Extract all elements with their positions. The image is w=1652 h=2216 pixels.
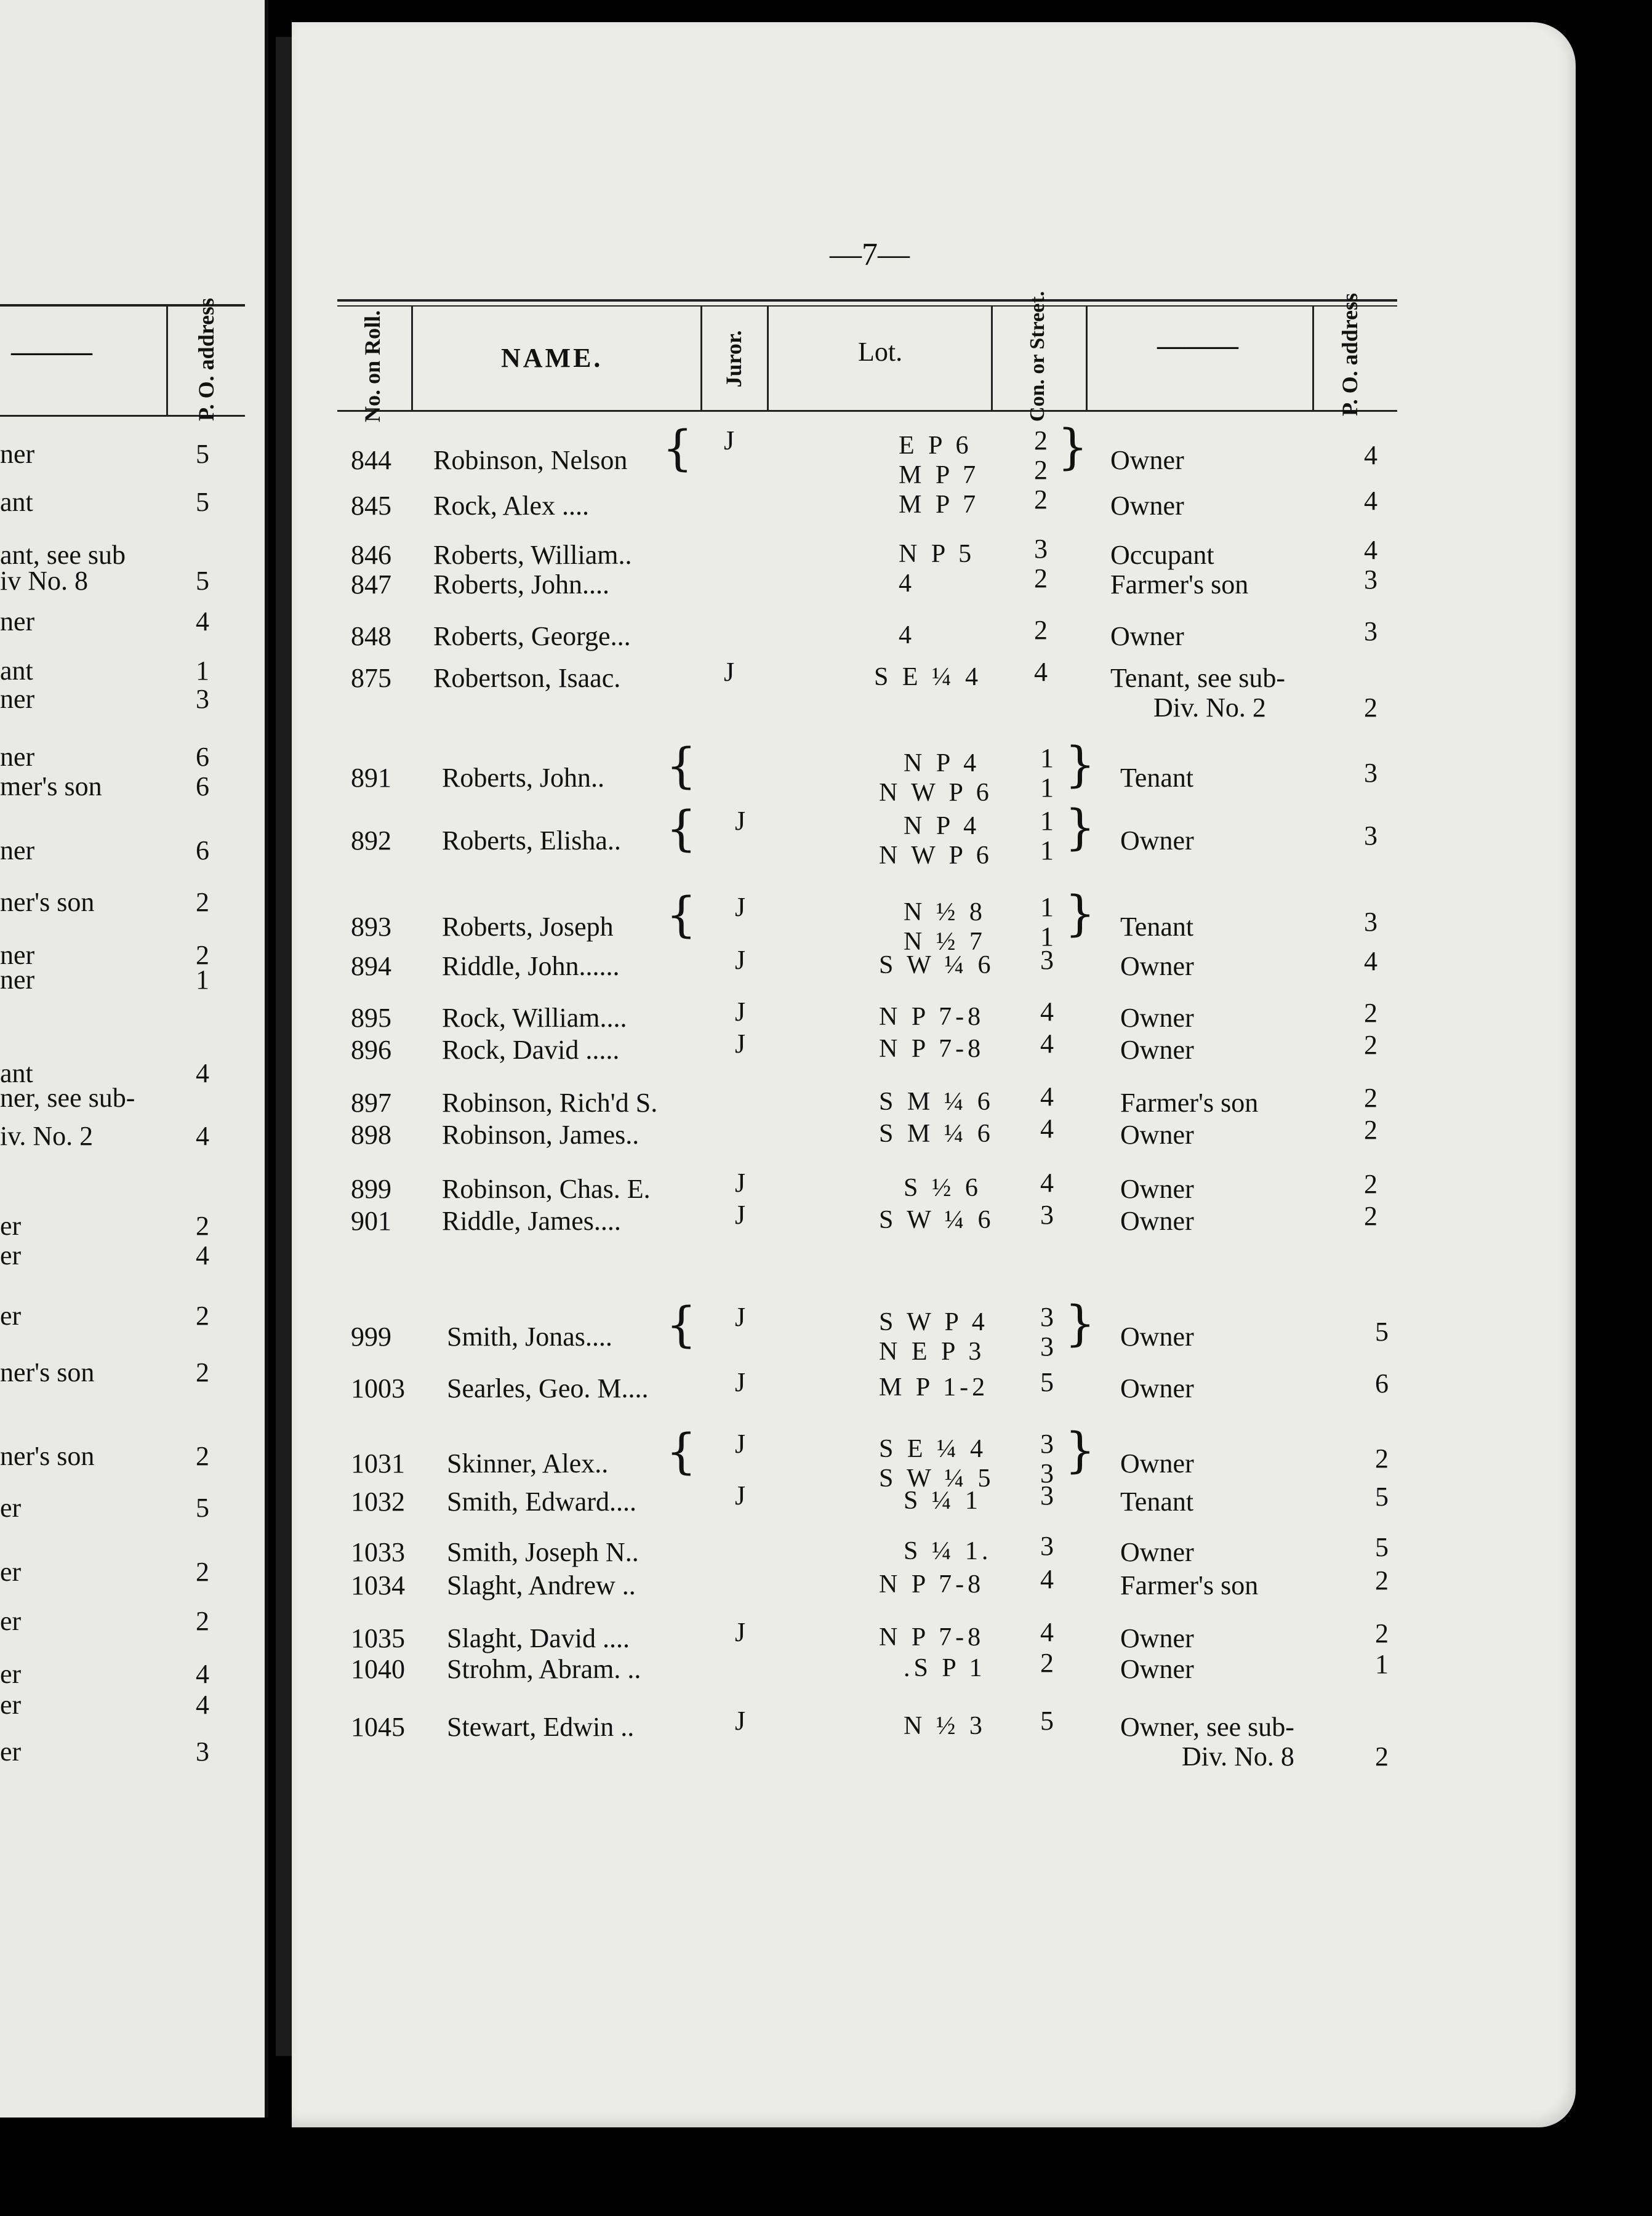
con-brace: } [1065, 800, 1096, 856]
left-po: 3 [196, 1736, 209, 1767]
po-value: 4 [1364, 440, 1377, 470]
po-value: 3 [1364, 616, 1377, 646]
name-brace: { [666, 1424, 697, 1480]
con-value: 2 [1034, 615, 1048, 645]
con-value: 4 [1034, 657, 1048, 687]
left-po: 6 [196, 771, 209, 801]
left-po: 2 [196, 1606, 209, 1636]
status-value: Owner [1120, 1448, 1194, 1479]
con-value: 4 [1040, 1082, 1054, 1112]
left-po: 2 [196, 887, 209, 917]
left-po: 5 [196, 487, 209, 517]
name-brace: { [666, 888, 697, 943]
status-value: Occupant [1110, 540, 1214, 570]
juror-mark: J [735, 997, 746, 1027]
roll-number: 895 [351, 1003, 391, 1033]
roll-number: 899 [351, 1174, 391, 1204]
left-page-fragment [0, 0, 268, 2118]
left-status: ner [0, 606, 35, 636]
left-po: 3 [196, 684, 209, 714]
lot-value: M P 7 [899, 461, 980, 489]
owner-name: Slaght, Andrew .. [447, 1570, 636, 1600]
juror-mark: J [735, 1480, 746, 1511]
left-status: er [0, 1659, 22, 1689]
juror-mark: J [735, 1029, 746, 1059]
left-po: 1 [196, 965, 209, 995]
roll-number: 848 [351, 621, 391, 651]
left-status: ner [0, 940, 35, 970]
con-value: 2 [1034, 455, 1048, 485]
owner-name: Roberts, Joseph [442, 912, 614, 942]
col-sep [700, 307, 702, 410]
con-value: 2 [1040, 1648, 1054, 1678]
po-value: 2 [1364, 692, 1377, 723]
po-value: 2 [1375, 1618, 1389, 1648]
header-top-rule [337, 299, 1397, 302]
header-bottom-rule [337, 410, 1397, 412]
lot-value: 4 [899, 621, 915, 649]
lot-value: N P 5 [899, 540, 976, 568]
header-top-rule-2 [337, 305, 1397, 307]
roll-number: 1033 [351, 1537, 405, 1567]
roll-number: 896 [351, 1035, 391, 1065]
po-value: 1 [1375, 1649, 1389, 1679]
lot-value: N P 7-8 [879, 1003, 985, 1031]
lot-value: N ½ 7 [904, 928, 986, 956]
owner-name: Riddle, John...... [442, 951, 620, 981]
left-status: ner's son [0, 887, 95, 917]
owner-name: Robinson, Nelson [433, 445, 628, 475]
juror-mark: J [724, 425, 735, 456]
status-value: Owner [1120, 825, 1194, 856]
left-status: ner, see sub- [0, 1083, 135, 1113]
juror-mark: J [735, 1200, 746, 1230]
lot-value: N P 7-8 [879, 1035, 985, 1063]
con-brace: } [1065, 886, 1096, 942]
left-header-blank: ——— [11, 337, 92, 367]
roll-number: 999 [351, 1322, 391, 1352]
po-value: 2 [1375, 1443, 1389, 1474]
name-brace: { [666, 739, 697, 794]
po-value: 2 [1364, 1201, 1377, 1231]
owner-name: Roberts, William.. [433, 540, 632, 570]
juror-mark: J [735, 1617, 746, 1647]
left-status: ner [0, 835, 35, 865]
roll-number: 844 [351, 445, 391, 475]
left-po: 2 [196, 1301, 209, 1331]
left-po: 5 [196, 566, 209, 596]
con-value: 3 [1040, 1531, 1054, 1561]
owner-name: Searles, Geo. M.... [447, 1373, 649, 1403]
status-value: Farmer's son [1120, 1088, 1259, 1118]
left-po: 6 [196, 742, 209, 772]
con-value: 3 [1040, 1302, 1054, 1332]
po-value: 2 [1364, 1169, 1377, 1199]
header-lot: Lot. [858, 337, 903, 367]
lot-value: S W ¼ 6 [879, 1206, 995, 1234]
status-value: Owner [1120, 1174, 1194, 1204]
lot-value: N P 7-8 [879, 1570, 985, 1599]
owner-name: Rock, William.... [442, 1003, 627, 1033]
po-value: 3 [1364, 564, 1377, 595]
status-value: Owner [1120, 1654, 1194, 1684]
left-status: ant, see sub [0, 540, 126, 570]
con-value: 4 [1040, 1168, 1054, 1198]
owner-name: Robinson, Chas. E. [442, 1174, 651, 1204]
left-status: ant [0, 487, 33, 517]
con-brace: } [1065, 1423, 1096, 1479]
con-value: 4 [1040, 997, 1054, 1027]
po-value: 2 [1375, 1741, 1389, 1772]
juror-mark: J [735, 1367, 746, 1397]
roll-number: 1034 [351, 1570, 405, 1600]
lot-value: S ¼ 1 [904, 1487, 982, 1515]
lot-value: N ½ 8 [904, 898, 986, 926]
roll-number: 893 [351, 912, 391, 942]
con-value: 2 [1034, 484, 1048, 515]
lot-value: S M ¼ 6 [879, 1088, 994, 1116]
name-brace: { [662, 421, 693, 476]
owner-name: Rock, David ..... [442, 1035, 620, 1065]
owner-name: Roberts, John.. [442, 763, 604, 793]
owner-name: Smith, Edward.... [447, 1487, 636, 1517]
left-status: er [0, 1493, 22, 1523]
con-value: 3 [1040, 1429, 1054, 1459]
con-value: 5 [1040, 1367, 1054, 1397]
left-status: ant [0, 1058, 33, 1088]
lot-value: M P 1-2 [879, 1373, 989, 1402]
roll-number: 1031 [351, 1448, 405, 1479]
status-value: Owner [1110, 621, 1184, 651]
po-value: 2 [1375, 1565, 1389, 1596]
juror-mark: J [735, 892, 746, 922]
left-status: ner [0, 742, 35, 772]
lot-value: N ½ 3 [904, 1712, 986, 1740]
header-con: Con. or Street. [1026, 291, 1049, 422]
po-value: 4 [1364, 946, 1377, 976]
con-value: 5 [1040, 1706, 1054, 1736]
left-status: er [0, 1211, 22, 1241]
left-status: ner [0, 965, 35, 995]
status-value-cont: Div. No. 8 [1182, 1741, 1294, 1772]
roll-number: 897 [351, 1088, 391, 1118]
con-brace: } [1065, 1296, 1096, 1352]
status-value: Tenant [1120, 763, 1194, 793]
con-value: 3 [1040, 945, 1054, 975]
col-sep [991, 307, 993, 410]
roll-number: 846 [351, 540, 391, 570]
owner-name: Roberts, Elisha.. [442, 825, 621, 856]
lot-value: N W P 6 [879, 779, 993, 807]
header-blank: ——— [1157, 331, 1238, 361]
left-status: mer's son [0, 771, 102, 801]
juror-mark: J [735, 1168, 746, 1198]
status-value: Owner [1120, 1120, 1194, 1150]
left-po: 2 [196, 1357, 209, 1387]
con-value: 3 [1034, 534, 1048, 564]
page-number: —7— [830, 237, 910, 272]
owner-name: Robertson, Isaac. [433, 663, 621, 693]
status-value: Farmer's son [1120, 1570, 1259, 1600]
con-value: 2 [1034, 425, 1048, 456]
left-po: 2 [196, 1211, 209, 1241]
roll-number: 875 [351, 663, 391, 693]
lot-value: S ½ 6 [904, 1174, 982, 1202]
status-value: Owner [1120, 1003, 1194, 1033]
owner-name: Skinner, Alex.. [447, 1448, 609, 1479]
left-po: 2 [196, 1557, 209, 1587]
lot-value: S W P 4 [879, 1308, 988, 1336]
left-status: iv. No. 2 [0, 1121, 94, 1151]
right-page [292, 22, 1576, 2127]
left-po: 5 [196, 439, 209, 469]
juror-mark: J [735, 806, 746, 836]
left-header-po: P. O. address [194, 297, 219, 421]
po-value: 5 [1375, 1482, 1389, 1512]
con-value: 1 [1040, 806, 1054, 836]
status-value: Owner [1120, 1623, 1194, 1653]
lot-value: N E P 3 [879, 1338, 985, 1366]
left-po: 1 [196, 656, 209, 686]
left-po: 4 [196, 1121, 209, 1151]
col-sep [1086, 307, 1088, 410]
owner-name: Roberts, John.... [433, 569, 609, 600]
left-po: 4 [196, 1240, 209, 1271]
owner-name: Robinson, James.. [442, 1120, 640, 1150]
lot-value: S W ¼ 6 [879, 951, 995, 979]
roll-number: 892 [351, 825, 391, 856]
con-value: 1 [1040, 892, 1054, 922]
po-value: 5 [1375, 1532, 1389, 1562]
left-status: er [0, 1557, 22, 1587]
left-status: er [0, 1240, 22, 1271]
status-value-cont: Div. No. 2 [1153, 692, 1266, 723]
owner-name: Stewart, Edwin .. [447, 1712, 635, 1742]
status-value: Owner [1120, 1035, 1194, 1065]
left-po: 4 [196, 1690, 209, 1720]
left-po: 2 [196, 1441, 209, 1471]
left-col-sep [166, 307, 168, 415]
roll-number: 1040 [351, 1654, 405, 1684]
left-status: er [0, 1606, 22, 1636]
po-value: 5 [1375, 1317, 1389, 1347]
roll-number: 1003 [351, 1373, 405, 1403]
status-value: Owner [1120, 1206, 1194, 1236]
roll-number: 891 [351, 763, 391, 793]
left-po: 5 [196, 1493, 209, 1523]
left-status: ner's son [0, 1441, 95, 1471]
owner-name: Strohm, Abram. .. [447, 1654, 641, 1684]
roll-number: 901 [351, 1206, 391, 1236]
po-value: 2 [1364, 1030, 1377, 1060]
lot-value: S E ¼ 4 [874, 663, 982, 691]
status-value: Owner [1120, 1373, 1194, 1403]
left-status: ner [0, 684, 35, 714]
status-value: Owner [1120, 1537, 1194, 1567]
con-value: 1 [1040, 921, 1054, 952]
roll-number: 1035 [351, 1623, 405, 1653]
lot-value: N P 4 [904, 749, 980, 777]
con-value: 4 [1040, 1564, 1054, 1594]
roll-number: 847 [351, 569, 391, 600]
roll-number: 1032 [351, 1487, 405, 1517]
col-sep [1312, 307, 1314, 410]
juror-mark: J [735, 1302, 746, 1332]
left-po: 6 [196, 835, 209, 865]
con-value: 2 [1034, 563, 1048, 593]
po-value: 2 [1364, 998, 1377, 1028]
status-value: Owner [1110, 491, 1184, 521]
con-brace: } [1057, 420, 1088, 475]
po-value: 3 [1364, 758, 1377, 788]
po-value: 2 [1364, 1115, 1377, 1145]
owner-name: Slaght, David .... [447, 1623, 630, 1653]
con-value: 4 [1040, 1114, 1054, 1144]
col-sep [767, 307, 769, 410]
juror-mark: J [735, 1706, 746, 1736]
status-value: Owner [1120, 951, 1194, 981]
con-value: 1 [1040, 743, 1054, 773]
owner-name: Riddle, James.... [442, 1206, 621, 1236]
left-status: iv No. 8 [0, 566, 88, 596]
left-status: ant [0, 656, 33, 686]
owner-name: Smith, Jonas.... [447, 1322, 612, 1352]
owner-name: Rock, Alex .... [433, 491, 589, 521]
con-value: 4 [1040, 1029, 1054, 1059]
lot-value: S M ¼ 6 [879, 1120, 994, 1148]
status-value: Farmer's son [1110, 569, 1249, 600]
po-value: 3 [1364, 907, 1377, 937]
header-name: NAME. [501, 343, 603, 373]
roll-number: 894 [351, 951, 391, 981]
lot-value: S E ¼ 4 [879, 1435, 987, 1463]
owner-name: Robinson, Rich'd S. [442, 1088, 658, 1118]
lot-value: N P 7-8 [879, 1623, 985, 1652]
status-value: Owner [1110, 445, 1184, 475]
status-value: Tenant, see sub- [1110, 663, 1286, 693]
po-value: 3 [1364, 821, 1377, 851]
po-value: 4 [1364, 486, 1377, 516]
name-brace: { [666, 801, 697, 857]
header-juror: Juror. [721, 330, 746, 388]
con-brace: } [1065, 737, 1096, 793]
lot-value: S ¼ 1. [904, 1537, 992, 1565]
lot-value: .S P 1 [904, 1654, 986, 1682]
left-status: er [0, 1736, 22, 1767]
status-value: Tenant [1120, 1487, 1194, 1517]
juror-mark: J [735, 1429, 746, 1459]
lot-value: E P 6 [899, 432, 972, 460]
roll-number: 845 [351, 491, 391, 521]
owner-name: Smith, Joseph N.. [447, 1537, 639, 1567]
con-value: 3 [1040, 1331, 1054, 1362]
header-po: P. O. address [1337, 292, 1362, 416]
juror-mark: J [735, 945, 746, 975]
left-po: 4 [196, 1058, 209, 1088]
left-status: er [0, 1301, 22, 1331]
con-value: 1 [1040, 835, 1054, 865]
status-value: Tenant [1120, 912, 1194, 942]
con-value: 1 [1040, 773, 1054, 803]
left-status: ner's son [0, 1357, 95, 1387]
lot-value: M P 7 [899, 491, 980, 519]
con-value: 3 [1040, 1480, 1054, 1511]
header-roll: No. on Roll. [360, 310, 385, 422]
left-status: ner [0, 439, 35, 469]
juror-mark: J [724, 657, 735, 687]
owner-name: Roberts, George... [433, 621, 631, 651]
col-sep [411, 307, 413, 410]
name-brace: { [666, 1298, 697, 1353]
roll-number: 898 [351, 1120, 391, 1150]
left-status: er [0, 1690, 22, 1720]
left-po: 4 [196, 1659, 209, 1689]
left-po: 2 [196, 940, 209, 970]
status-value: Owner [1120, 1322, 1194, 1352]
left-po: 4 [196, 606, 209, 636]
roll-number: 1045 [351, 1712, 405, 1742]
con-value: 3 [1040, 1458, 1054, 1488]
con-value: 4 [1040, 1617, 1054, 1647]
con-value: 3 [1040, 1200, 1054, 1230]
status-value: Owner, see sub- [1120, 1712, 1294, 1742]
po-value: 2 [1364, 1083, 1377, 1113]
lot-value: S W ¼ 5 [879, 1464, 995, 1493]
lot-value: 4 [899, 569, 915, 598]
po-value: 4 [1364, 535, 1377, 565]
lot-value: N P 4 [904, 812, 980, 840]
lot-value: N W P 6 [879, 841, 993, 870]
po-value: 6 [1375, 1368, 1389, 1399]
